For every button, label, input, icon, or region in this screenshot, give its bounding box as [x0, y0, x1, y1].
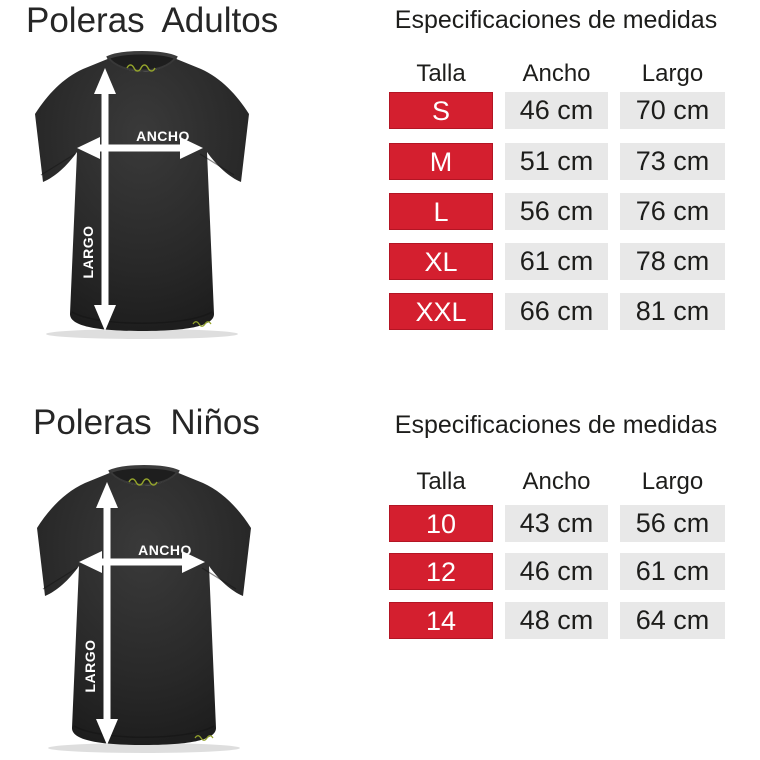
adults-table-title: Especificaciones de medidas: [394, 6, 718, 34]
table-row: [389, 505, 725, 542]
table-row: [389, 193, 725, 230]
table-row: [389, 293, 725, 330]
ancho-cell: 46 cm: [505, 553, 608, 590]
tshirt-body: [35, 58, 249, 331]
size-cell: 14: [389, 602, 493, 639]
column-header-largo: Largo: [641, 468, 704, 495]
table-row: [389, 92, 725, 129]
ancho-cell: 43 cm: [505, 505, 608, 542]
adults-section-title: Poleras Adultos: [26, 1, 279, 40]
kids-section-title: Poleras Niños: [33, 403, 260, 442]
column-header-ancho: Ancho: [522, 60, 591, 87]
ancho-cell: 61 cm: [505, 243, 608, 280]
size-cell: XXL: [389, 293, 493, 330]
column-header-ancho: Ancho: [522, 468, 591, 495]
size-cell: 10: [389, 505, 493, 542]
column-header-largo: Largo: [641, 60, 704, 87]
size-cell: 12: [389, 553, 493, 590]
adults-table-header: [389, 60, 725, 88]
table-row: [389, 143, 725, 180]
largo-cell: 73 cm: [620, 143, 725, 180]
tshirt-body: [37, 472, 251, 745]
largo-cell: 56 cm: [620, 505, 725, 542]
ancho-cell: 66 cm: [505, 293, 608, 330]
ancho-cell: 46 cm: [505, 92, 608, 129]
largo-label: LARGO: [82, 639, 98, 693]
ancho-label: ANCHO: [136, 128, 190, 144]
size-cell: S: [389, 92, 493, 129]
table-row: [389, 243, 725, 280]
column-header-talla: Talla: [416, 468, 466, 495]
largo-cell: 81 cm: [620, 293, 725, 330]
largo-label: LARGO: [80, 225, 96, 279]
adults-tshirt-diagram: [20, 48, 255, 340]
table-row: [389, 602, 725, 639]
largo-cell: 78 cm: [620, 243, 725, 280]
size-cell: L: [389, 193, 493, 230]
kids-tshirt-diagram: [22, 462, 257, 754]
column-header-talla: Talla: [416, 60, 466, 87]
largo-cell: 70 cm: [620, 92, 725, 129]
ancho-cell: 48 cm: [505, 602, 608, 639]
size-cell: M: [389, 143, 493, 180]
ancho-cell: 51 cm: [505, 143, 608, 180]
largo-cell: 76 cm: [620, 193, 725, 230]
ancho-label: ANCHO: [138, 542, 192, 558]
kids-table-header: [389, 468, 725, 496]
size-cell: XL: [389, 243, 493, 280]
kids-table-title: Especificaciones de medidas: [394, 411, 718, 439]
table-row: [389, 553, 725, 590]
largo-cell: 64 cm: [620, 602, 725, 639]
largo-cell: 61 cm: [620, 553, 725, 590]
ancho-cell: 56 cm: [505, 193, 608, 230]
